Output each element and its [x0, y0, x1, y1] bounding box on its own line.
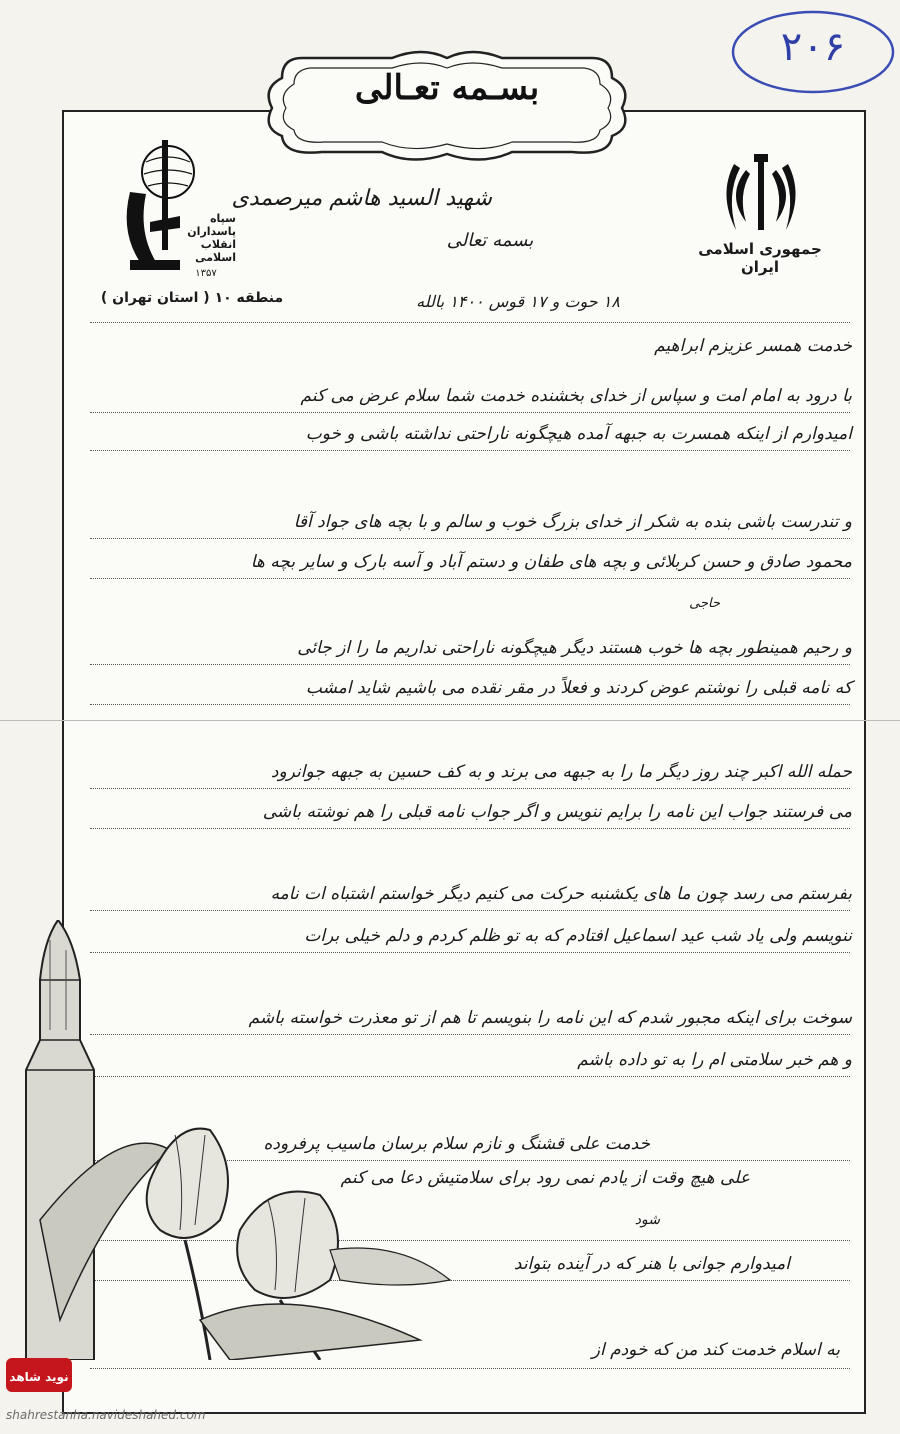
irgc-emblem-label: سپاه پاسداران انقلاب اسلامی	[187, 212, 236, 264]
irgc-emblem-year: ۱۳۵۷	[195, 268, 217, 279]
letter-line: محمود صادق و حسن کربلائی و بچه های طفان و دستم آباد و آسه بارک و سایر بچه ها	[250, 552, 852, 572]
navideshahed-logo	[4, 1352, 74, 1398]
letter-line: بفرستم می رسد چون ما های یکشنبه حرکت می کنیم دیگر خواستم اشتباه ات نامه	[270, 884, 852, 904]
letter-insertion: حاجی	[689, 596, 720, 611]
ruled-line	[90, 450, 850, 451]
letter-line: که نامه قبلی را نوشتم عوض کردند و فعلاً در مقر نقده می باشیم شاید امشب	[305, 678, 852, 698]
iran-emblem-label: جمهوری اسلامی ایران	[698, 240, 822, 276]
letter-line: سوخت برای اینکه مجبور شدم که این نامه را بنویسم تا هم از تو معذرت خواسته باشم	[248, 1008, 852, 1028]
letter-line: علی هیچ وقت از یادم نمی رود برای سلامتیش دعا می کنم	[340, 1168, 750, 1188]
letter-line: و هم خبر سلامتی ام را به تو داده باشم	[577, 1050, 852, 1070]
ruled-line	[90, 704, 850, 705]
watermark-url: shahrestanha.navideshahed.com	[6, 1408, 206, 1422]
page-number: ۲۰۶	[780, 24, 846, 70]
paper-fold	[0, 720, 900, 721]
letter-line: ننویسم ولی یاد شب عید اسماعیل افتادم که به تو ظلم کردم و دلم خیلی برات	[304, 926, 852, 946]
letter-line: حمله الله اکبر چند روز دیگر ما را به جبهه می برند و به کف حسین به جبهه جوانرود	[270, 762, 852, 782]
letter-insertion: شود	[634, 1212, 660, 1228]
letter-line: با درود به امام امت و سپاس از خدای بخشنده خدمت شما سلام عرض می کنم	[300, 386, 852, 406]
letter-line: به اسلام خدمت کند من که خودم از	[591, 1340, 840, 1360]
letter-line: خدمت همسر عزیزم ابراهیم	[654, 336, 852, 356]
letter-date: ۱۸ حوت و ۱۷ قوس ۱۴۰۰ بالله	[416, 292, 620, 311]
ruled-line	[90, 578, 850, 579]
handwritten-basmala: بسمه تعالی	[446, 230, 534, 251]
header-title: بسـمه تعـالی	[354, 68, 540, 108]
region-label: منطقه ۱۰ ( استان تهران )	[100, 290, 284, 306]
ruled-line	[90, 322, 850, 323]
ruled-line	[90, 1368, 850, 1369]
martyr-name: شهید السید هاشم میرصمدی	[231, 186, 492, 211]
letter-line: خدمت علی قشنگ و نازم سلام برسان ماسیب پرفروده	[263, 1134, 650, 1154]
ruled-line	[90, 538, 850, 539]
letter-line: امیدوارم از اینکه همسرت به جبهه آمده هیچگونه ناراحتی نداشته باشی و خوب	[305, 424, 852, 444]
ruled-line	[90, 412, 850, 413]
letter-line: و رحیم همینطور بچه ها خوب هستند دیگر هیچگونه ناراحتی نداریم ما را از جائی	[297, 638, 852, 658]
ruled-line	[90, 788, 850, 789]
ruled-line	[90, 910, 850, 911]
ruled-line	[90, 828, 850, 829]
letter-line: امیدوارم جوانی با هنر که در آینده بتواند	[513, 1254, 790, 1274]
iran-emblem-icon	[716, 150, 806, 240]
letter-line: و تندرست باشی بنده به شکر از خدای بزرگ خوب و سالم و با بچه های جواد آقا	[293, 512, 852, 532]
ruled-line	[90, 664, 850, 665]
svg-text:نوید شاهد: نوید شاهد	[9, 1370, 69, 1384]
letter-line: می فرستند جواب این نامه را برایم ننویس و اگر جواب نامه قبلی را هم نوشته باشی	[262, 802, 852, 822]
